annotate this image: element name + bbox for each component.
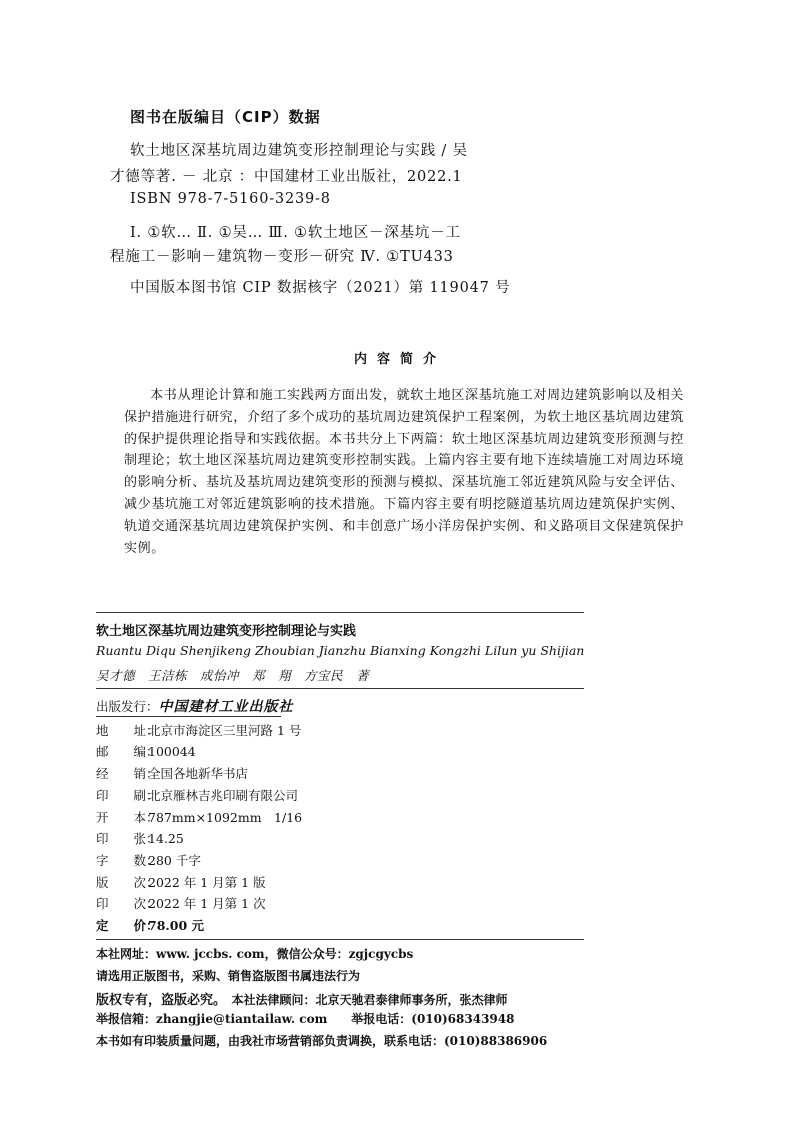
cip-line-1: 软土地区深基坑周边建筑变形控制理论与实践 / 吴 xyxy=(130,143,468,159)
copyright-rest: 本社法律顾问：北京天驰君泰律师事务所，张杰律师 xyxy=(231,993,508,1007)
info-row-printer: 印 刷：北京雁林吉兆印刷有限公司 xyxy=(96,788,299,803)
divider-footer xyxy=(96,939,584,940)
publisher-logo: 中国建材工业出版社 xyxy=(158,699,294,715)
footer-report: 举报信箱：zhangjie@tiantailaw. com 举报电话：(010)68343948 xyxy=(96,1012,515,1026)
book-title-pinyin: Ruantu Diqu Shenjikeng Zhoubian Jianzhu Bianxing Kongzhi Lilun yu Shijian xyxy=(96,643,585,658)
info-row-sheets: 印 张：14.25 xyxy=(96,831,184,846)
info-row-address: 地 址：北京市海淀区三里河路 1 号 xyxy=(96,723,302,738)
copyright-bold: 版权专有，盗版必究。 xyxy=(96,993,220,1008)
publisher-label: 出版发行： xyxy=(96,699,159,714)
footer-quality: 本书如有印装质量问题，由我社市场营销部负责调换，联系电话：(010)88386906 xyxy=(96,1034,548,1048)
info-row-format: 开 本：787mm×1092mm 1/16 xyxy=(96,810,303,825)
divider-top xyxy=(96,612,584,613)
divider-authors xyxy=(96,688,584,689)
intro-body xyxy=(124,385,684,559)
footer-copyright xyxy=(96,989,508,1008)
info-row-wordcount: 字 数：280 千字 xyxy=(96,853,201,868)
info-row-edition: 版 次：2022 年 1 月第 1 版 xyxy=(96,875,266,890)
cip-line-6: 中国版本图书馆 CIP 数据核字（2021）第 119047 号 xyxy=(130,280,511,296)
cip-line-5: 程施工－影响－建筑物－变形－研究 Ⅳ. ①TU433 xyxy=(110,249,454,265)
info-row-price: 定 价：78.00 元 xyxy=(96,918,204,933)
info-row-distributor: 经 销：全国各地新华书店 xyxy=(96,766,249,781)
divider-publisher xyxy=(96,716,281,717)
cip-line-2: 才德等著. － 北京 ：中国建材工业出版社，2022.1 xyxy=(110,169,463,185)
book-authors: 吴才德 王洁栋 成怡冲 郑 翔 方宝民 著 xyxy=(96,668,370,683)
info-row-postcode: 邮 编：100044 xyxy=(96,744,196,759)
footer-website: 本社网址：www. jccbs. com，微信公众号：zgjcgycbs xyxy=(96,947,414,961)
book-title-cn: 软土地区深基坑周边建筑变形控制理论与实践 xyxy=(96,624,357,639)
cip-isbn: ISBN 978-7-5160-3239-8 xyxy=(130,191,331,207)
cip-title: 图书在版编目（CIP）数据 xyxy=(130,108,321,126)
intro-text: 本书从理论计算和施工实践两方面出发，就软土地区深基坑施工对周边建筑影响以及相关保护措施进行研究，介绍了多个成功的基坑周边建筑保护工程案例，为软土地区基坑周边建筑的保护提供理论指导和实践依据。本书共分上下两篇：软土地区深基坑周边建筑变形预测与控制理论；软土地区深基坑周边建筑变形控制实践。上篇内容主要有地下连续墙施工对周边环境的影响分析、基坑及基坑周边建筑变形的预测与模拟、深基坑施工邻近建筑风险与安全评估、减少基坑施工对邻近建筑影响的技术措施。下篇内容主要有明挖隧道基坑周边建筑保护实例、轨道交通深基坑周边建筑保护实例、和丰创意广场小洋房保护实例、和义路项目文保建筑保护实例。 xyxy=(124,388,684,556)
cip-line-4: Ⅰ. ①软… Ⅱ. ①吴… Ⅲ. ①软土地区－深基坑－工 xyxy=(130,225,461,241)
info-row-printing: 印 次：2022 年 1 月第 1 次 xyxy=(96,896,266,911)
footer-notice: 请选用正版图书，采购、销售盗版图书属违法行为 xyxy=(96,969,361,983)
publisher-row xyxy=(96,696,294,716)
intro-title: 内容简介 xyxy=(353,352,446,367)
